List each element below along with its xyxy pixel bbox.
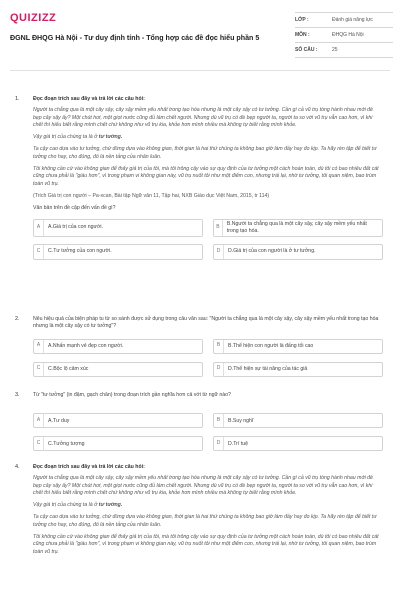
option-text: D.Giá trị của con người là ở tư tưởng. xyxy=(228,248,316,255)
question-number: 1. xyxy=(15,96,20,102)
option-text: A.Giá trị của con người. xyxy=(48,224,104,231)
question-body xyxy=(33,96,383,263)
passage-paragraph: Tôi không cần cứ vào không gian để thấy giá trị của tôi, mà tôi trông cậy vào sự quy định của tư tưởng một cách hoàn toàn, dù tôi có bao nhiêu đất cát cũng chưa phải là "giàu hơn", vì trong phạm vi không gian này, vũ trụ nuốt tôi như một điểm con, nhưng trái lại, nhờ tư tưởng, tôi quan niệm, bao trùm toàn vũ trụ. xyxy=(33,534,379,555)
meta-value: Đánh giá năng lực xyxy=(332,17,373,23)
question-text: Văn bản trên đề cập đến vấn đề gì? xyxy=(33,205,116,212)
question-body xyxy=(33,316,383,379)
option-text: B.Thể hiện con người là đấng tối cao xyxy=(228,342,314,349)
options-grid xyxy=(33,219,383,263)
option-text: D.Trí tuệ xyxy=(228,440,248,447)
option-text: A.Tư duy xyxy=(48,417,70,424)
option-text: A.Nhấn mạnh vẻ đẹp con người. xyxy=(48,342,124,349)
passage-paragraph: Ta cậy cao dựa vào tư tưởng, chứ đừng dựa vào không gian, thời gian là hai thứ chúng ta không bao giờ làm đầy hay đo kịp. Ta hãy rèn tập để biết tư tưởng cho hay, cho đúng, đó là nền tảng của nhân luân. xyxy=(33,514,377,528)
meta-table xyxy=(295,12,393,58)
option-letter: A xyxy=(34,340,44,353)
option-letter: B xyxy=(214,220,223,236)
option-d[interactable] xyxy=(213,362,383,377)
option-c[interactable] xyxy=(33,436,203,451)
option-b[interactable] xyxy=(213,413,383,428)
option-text: C.Tưởng tượng xyxy=(48,440,85,447)
option-text: C.Bộc lộ cảm xúc xyxy=(48,365,89,372)
question-body xyxy=(33,464,383,561)
options-grid xyxy=(33,335,383,379)
passage-paragraph xyxy=(33,134,383,141)
question-number: 2. xyxy=(15,316,20,322)
option-a[interactable] xyxy=(33,339,203,354)
option-b[interactable] xyxy=(213,219,383,237)
option-a[interactable] xyxy=(33,219,203,237)
meta-label: MÔN : xyxy=(295,32,310,38)
question-prompt: Đọc đoạn trích sau đây và trả lời các câu hỏi: xyxy=(33,96,145,102)
option-d[interactable] xyxy=(213,436,383,451)
question-number: 3. xyxy=(15,392,20,398)
option-text: C.Tư tưởng của con người. xyxy=(48,248,112,255)
meta-row-count xyxy=(295,43,393,58)
option-letter: A xyxy=(34,220,44,236)
passage-paragraph: Tôi không cần cứ vào không gian để thấy giá trị của tôi, mà tôi trông cậy vào sự quy định của tư tưởng một cách hoàn toàn, dù tôi có bao nhiêu đất cát cũng chưa phải là "giàu hơn", vì trong phạm vi không gian này, vũ trụ nuốt tôi như một điểm con, nhưng trái lại, nhờ tư tưởng, tôi quan niệm, bao trùm toàn vũ trụ. xyxy=(33,166,379,187)
option-text: D.Thể hiện sự tài năng của tác giả xyxy=(228,365,308,372)
meta-label: SỐ CÂU : xyxy=(295,47,318,53)
question-text: Nêu hiệu quả của biện pháp tu từ so sánh được sử dụng trong câu văn sau: "Người ta chẳng qua là một cây sậy, cây sậy mềm yếu nhất trong tạo hóa nhưng là một cây sậy có tư tưởng"? xyxy=(33,316,379,330)
passage-paragraph xyxy=(33,502,383,509)
question-number: 4. xyxy=(15,464,20,470)
passage-bold-text: tư tưởng. xyxy=(98,134,123,141)
option-d[interactable] xyxy=(213,244,383,260)
option-c[interactable] xyxy=(33,244,203,260)
page-title: ĐGNL ĐHQG Hà Nội - Tư duy định tính - Tổng hợp các đề đọc hiểu phần 5 xyxy=(10,34,260,42)
quizizz-logo: QUIZIZZ xyxy=(10,12,57,24)
option-letter: D xyxy=(214,437,224,450)
option-text: B.Suy nghĩ xyxy=(228,417,254,424)
question-prompt: Đọc đoạn trích sau đây và trả lời các câu hỏi: xyxy=(33,464,145,470)
option-letter: C xyxy=(34,363,44,376)
passage-text: Vậy giá trị của chúng ta là ở xyxy=(33,134,99,141)
meta-label: LỚP : xyxy=(295,17,309,23)
meta-value: 25 xyxy=(332,47,338,53)
option-text: B.Người ta chẳng qua là một cây sậy, cây sậy mềm yếu nhất trong tạo hóa. xyxy=(226,221,367,234)
passage-text: Vậy giá trị của chúng ta là ở xyxy=(33,502,99,509)
passage-paragraph: Người ta chẳng qua là một cây sậy, cây sậy mềm yếu nhất trong tạo hóa nhưng là một cây sậy có tư tưởng. Cần gì cả vũ trụ tòng hành nhau mới đè bẹp cây sậy ấy? Một chút hơi, một giọt nước cũng đủ làm chết người. Nhưng dù vũ trụ có đè bẹp người ta, người ta so với vũ trụ vẫn cao hơn, vì khi chết thì hiểu biết rằng mình chết chứ không như vũ trụ kia, khỏe hơn mình nhiều mà không tự biết rằng mình khỏe. xyxy=(33,475,373,496)
passage-source: (Trích Giá trị con người – Pa-xcan, Bài tập Ngữ văn 11, Tập hai, NXB Giáo dục Việt Nam, 2015, tr 114) xyxy=(33,192,270,199)
option-c[interactable] xyxy=(33,362,203,377)
meta-row-subject xyxy=(295,28,393,43)
meta-value: ĐHQG Hà Nội xyxy=(332,32,364,38)
option-a[interactable] xyxy=(33,413,203,428)
option-letter: A xyxy=(34,414,44,427)
question-text: Từ "tư tưởng" (in đậm, gạch chân) trong đoạn trích gần nghĩa hơn cả với từ ngữ nào? xyxy=(33,392,231,398)
option-letter: D xyxy=(214,363,224,376)
option-letter: B xyxy=(214,414,224,427)
option-letter: C xyxy=(34,437,44,450)
question-body xyxy=(33,392,383,447)
meta-row-class xyxy=(295,13,393,28)
options-grid xyxy=(33,403,383,447)
option-letter: D xyxy=(214,245,224,259)
passage-paragraph: Ta cậy cao dựa vào tư tưởng, chứ đừng dựa vào không gian, thời gian là hai thứ chúng ta không bao giờ làm đầy hay đo kịp. Ta hãy rèn tập để biết tư tưởng cho hay, cho đúng, đó là nền tảng của nhân luân. xyxy=(33,146,377,160)
option-letter: C xyxy=(34,245,44,259)
passage-paragraph: Người ta chẳng qua là một cây sậy, cây sậy mềm yếu nhất trong tạo hóa nhưng là một cây sậy có tư tưởng. Cần gì cả vũ trụ tòng hành nhau mới đè bẹp cây sậy ấy? Một chút hơi, một giọt nước cũng đủ làm chết người. Nhưng dù vũ trụ có đè bẹp người ta, người ta so với vũ trụ vẫn cao hơn, vì khi chết thì hiểu biết rằng mình chết chứ không như vũ trụ kia, khỏe hơn mình nhiều mà không tự biết rằng mình khỏe. xyxy=(33,107,373,128)
option-b[interactable] xyxy=(213,339,383,354)
passage-bold-text: tư tưởng. xyxy=(98,502,123,509)
header-divider xyxy=(10,70,390,71)
option-letter: B xyxy=(214,340,224,353)
